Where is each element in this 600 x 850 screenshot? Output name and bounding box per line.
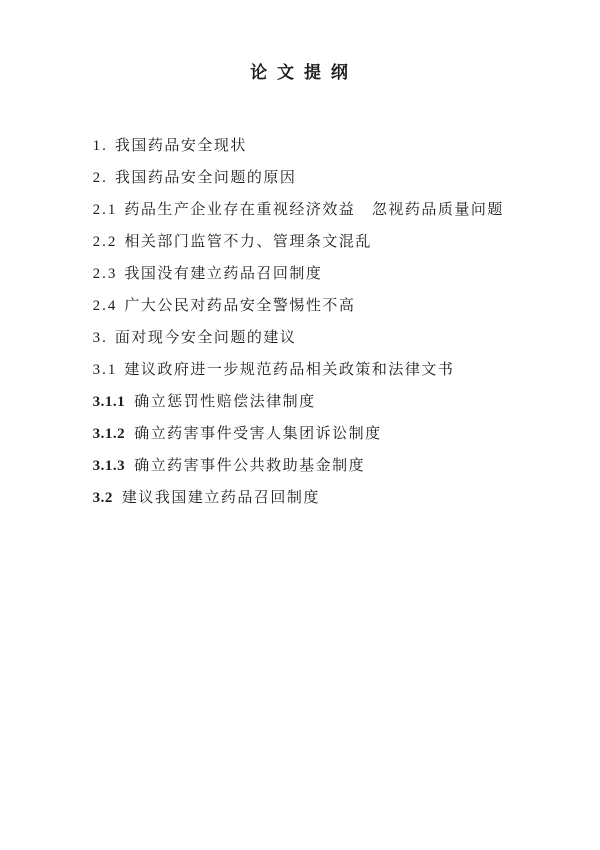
outline-item-text: 我国没有建立药品召回制度 (124, 264, 323, 282)
outline-item-text: 建议政府进一步规范药品相关政策和法律文书 (124, 360, 455, 378)
outline-item-number: 2.4 (92, 298, 118, 314)
outline-item-text: 我国药品安全现状 (114, 136, 247, 154)
outline-item-text: 药品生产企业存在重视经济效益 忽视药品质量问题 (124, 200, 504, 218)
outline-item-number: 2.2 (92, 234, 118, 250)
outline-item-number: 3.1 (92, 362, 118, 378)
outline-item-text: 确立药害事件公共救助基金制度 (134, 456, 366, 474)
outline-item-number: 1. (92, 138, 108, 154)
outline-item-text: 面对现今安全问题的建议 (114, 328, 297, 346)
outline-item-number: 3. (92, 330, 108, 346)
outline-item-text: 相关部门监管不力、管理条文混乱 (124, 232, 372, 250)
outline-item-text: 建议我国建立药品召回制度 (121, 488, 320, 506)
outline-item-number: 3.1.1 (92, 394, 126, 410)
outline-item-number: 3.1.2 (92, 426, 126, 442)
outline-item-number: 2.1 (92, 202, 118, 218)
outline-item-number: 3.1.3 (92, 458, 126, 474)
outline-item (64, 97, 560, 154)
outline-item-number: 2. (92, 170, 108, 186)
outline-item-text: 我国药品安全问题的原因 (114, 168, 297, 186)
outline-item-text: 确立惩罚性赔偿法律制度 (134, 392, 316, 410)
document-title: 论 文 提 纲 (250, 63, 350, 83)
outline-list (0, 84, 600, 506)
outline-item-number: 2.3 (92, 266, 118, 282)
outline-item-number: 3.2 (92, 490, 113, 506)
outline-item-text: 确立药害事件受害人集团诉讼制度 (134, 424, 382, 442)
outline-item-text: 广大公民对药品安全警惕性不高 (124, 296, 356, 314)
